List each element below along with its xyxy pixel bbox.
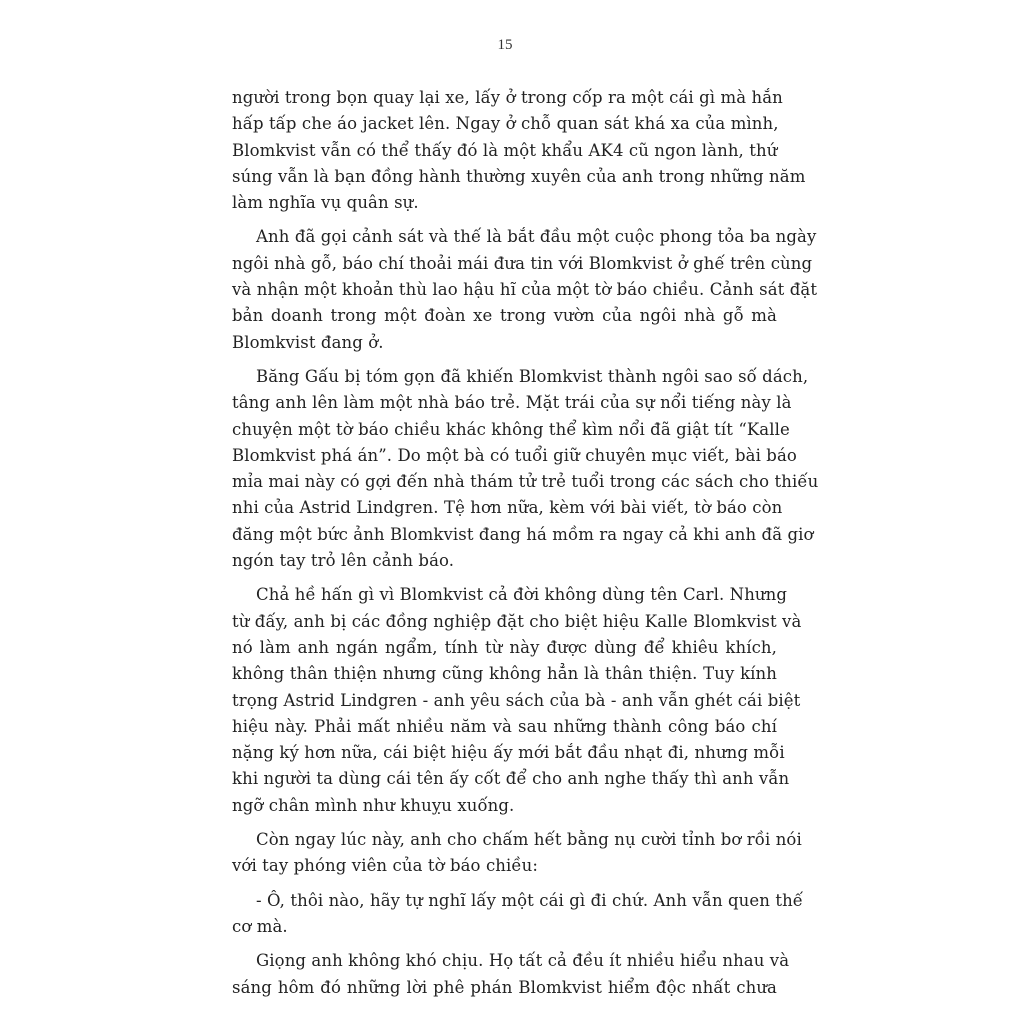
text-line: Băng Gấu bị tóm gọn đã khiến Blomkvist thành ngôi sao số dách, [256, 366, 809, 386]
page-number: 15 [497, 37, 513, 53]
paragraph [232, 224, 818, 355]
text-line: Blomkvist đang ở. [232, 332, 384, 352]
paragraph [232, 827, 802, 880]
text-line: cơ mà. [232, 916, 288, 936]
text-line: Còn ngay lúc này, anh cho chấm hết bằng nụ cười tỉnh bơ rồi nói [256, 830, 802, 850]
text-line: Blomkvist vẫn có thể thấy đó là một khẩu AK4 cũ ngon lành, thứ [232, 140, 778, 160]
paragraph [232, 948, 790, 1001]
text-line: hấp tấp che áo jacket lên. Ngay ở chỗ quan sát khá xa của mình, [232, 114, 779, 134]
text-line: trọng Astrid Lindgren - anh yêu sách của bà - anh vẫn ghét cái biệt [232, 690, 801, 710]
text-line: bản doanh trong một đoàn xe trong vườn của ngôi nhà gỗ mà [232, 306, 777, 326]
text-line: mỉa mai này có gợi đến nhà thám tử trẻ tuổi trong các sách cho thiếu [232, 472, 819, 492]
text-line: Chả hề hấn gì vì Blomkvist cả đời không dùng tên Carl. Nhưng [256, 585, 788, 605]
dialogue-paragraph [232, 888, 804, 941]
text-line: từ đấy, anh bị các đồng nghiệp đặt cho biệt hiệu Kalle Blomkvist và [232, 611, 802, 631]
text-line: ngón tay trỏ lên cảnh báo. [232, 551, 455, 571]
text-line: Blomkvist phá án”. Do một bà có tuổi giữ chuyên mục viết, bài báo [232, 445, 797, 465]
text-line: ngỡ chân mình như khuỵu xuống. [232, 795, 515, 815]
text-line: nó làm anh ngán ngẩm, tính từ này được dùng để khiêu khích, [232, 637, 777, 657]
text-line: Anh đã gọi cảnh sát và thế là bắt đầu một cuộc phong tỏa ba ngày [256, 227, 817, 247]
text-line: nhi của Astrid Lindgren. Tệ hơn nữa, kèm với bài viết, tờ báo còn [232, 498, 783, 518]
text-line: súng vẫn là bạn đồng hành thường xuyên của anh trong những năm [232, 166, 806, 186]
text-line: ngôi nhà gỗ, báo chí thoải mái đưa tin với Blomkvist ở ghế trên cùng [232, 253, 813, 273]
text-line: người trong bọn quay lại xe, lấy ở trong cốp ra một cái gì mà hắn [232, 88, 783, 107]
text-line: với tay phóng viên của tờ báo chiều: [232, 856, 539, 876]
text-line: không thân thiện nhưng cũng không hẳn là thân thiện. Tuy kính [232, 664, 777, 684]
text-line: đăng một bức ảnh Blomkvist đang há mồm ra ngay cả khi anh đã giơ [232, 524, 814, 544]
text-line: chuyện một tờ báo chiều khác không thể kìm nổi đã giật tít “Kalle [232, 419, 790, 439]
text-line: và nhận một khoản thù lao hậu hĩ của một tờ báo chiều. Cảnh sát đặt [232, 280, 818, 300]
text-line: nặng ký hơn nữa, cái biệt hiệu ấy mới bắt đầu nhạt đi, nhưng mỗi [232, 743, 785, 763]
paragraph [232, 364, 819, 574]
text-line: sáng hôm đó những lời phê phán Blomkvist hiểm độc nhất chưa [232, 977, 777, 997]
text-line: hiệu này. Phải mất nhiều năm và sau những thành công báo chí [232, 716, 777, 736]
page-body [232, 85, 819, 1009]
paragraph [232, 582, 802, 819]
paragraph [232, 85, 806, 216]
text-line: làm nghĩa vụ quân sự. [232, 193, 419, 213]
text-line: khi người ta dùng cái tên ấy cốt để cho anh nghe thấy thì anh vẫn [232, 769, 790, 789]
text-line: - Ô, thôi nào, hãy tự nghĩ lấy một cái gì đi chứ. Anh vẫn quen thế [256, 890, 804, 910]
text-line: Giọng anh không khó chịu. Họ tất cả đều ít nhiều hiểu nhau và [256, 951, 790, 971]
text-line: tâng anh lên làm một nhà báo trẻ. Mặt trái của sự nổi tiếng này là [232, 393, 792, 413]
